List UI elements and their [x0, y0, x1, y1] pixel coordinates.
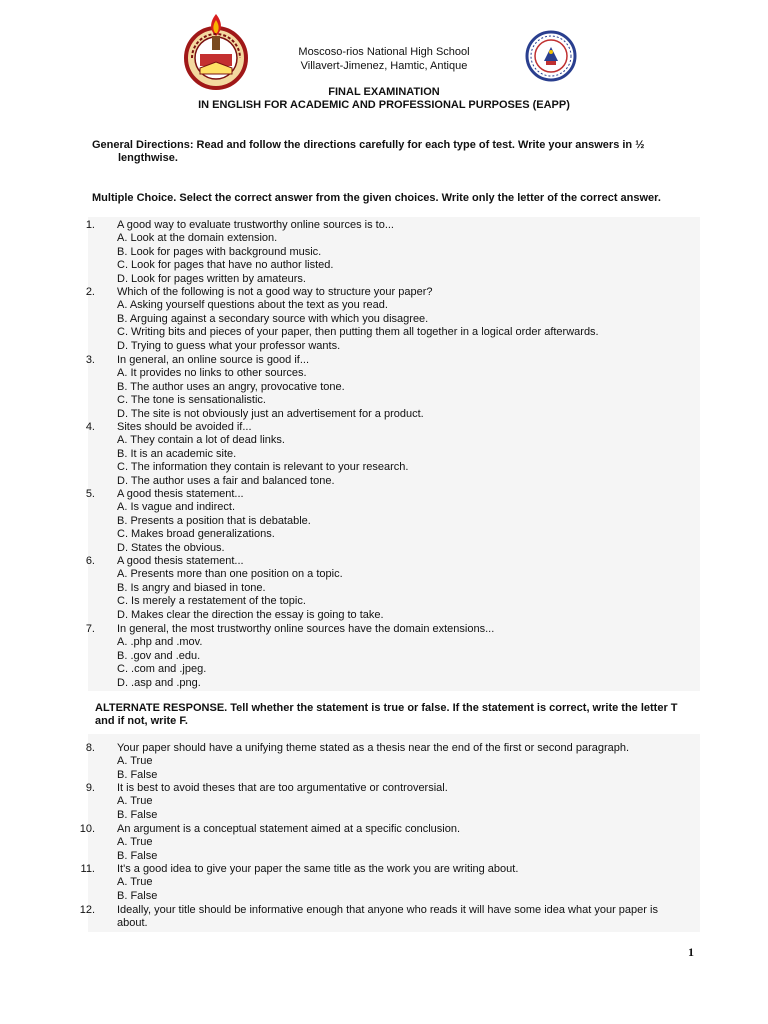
option-true: A. True	[117, 755, 153, 768]
option-a: A. .php and .mov.	[117, 636, 203, 649]
question-text: Sites should be avoided if...	[117, 421, 252, 433]
option-false: B. False	[117, 768, 158, 781]
question-text: A good thesis statement...	[117, 488, 244, 500]
option-a: A. They contain a lot of dead links.	[117, 434, 285, 447]
question-text: Your paper should have a unifying theme stated as a thesis near the end of the first or second paragraph.	[117, 742, 630, 754]
question-text: It's a good idea to give your paper the same title as the work you are writing about.	[117, 863, 519, 875]
option-a: A. Presents more than one position on a topic.	[117, 568, 343, 581]
general-directions-line2: lengthwise.	[118, 152, 178, 164]
question-number: 11.	[80, 863, 95, 875]
question-number: 9.	[85, 782, 95, 794]
question-text: A good thesis statement...	[117, 555, 244, 567]
option-a: A. It provides no links to other sources.	[117, 367, 307, 380]
option-c: C. The information they contain is relevant to your research.	[117, 461, 409, 474]
question-number: 10.	[79, 823, 95, 835]
option-true: A. True	[117, 795, 153, 808]
option-b: B. It is an academic site.	[117, 447, 237, 460]
option-a: A. Look at the domain extension.	[117, 232, 278, 245]
option-d: D. The site is not obviously just an advertisement for a product.	[117, 407, 424, 420]
question-number: 2.	[85, 286, 95, 298]
alternate-response-instruction-line1: ALTERNATE RESPONSE. Tell whether the statement is true or false. If the statement is correct, write the letter T	[95, 702, 678, 714]
option-a: A. Is vague and indirect.	[117, 501, 236, 514]
question-number: 6.	[85, 555, 95, 567]
question-number: 8.	[85, 742, 95, 754]
question-text: A good way to evaluate trustworthy online sources is to...	[117, 219, 394, 231]
school-name: Moscoso-rios National High School	[298, 46, 470, 58]
option-b: B. Arguing against a secondary source with which you disagree.	[117, 312, 429, 325]
question-number: 5.	[85, 488, 95, 500]
question-number: 7.	[85, 623, 95, 635]
option-d: D. .asp and .png.	[117, 676, 201, 689]
option-d: D. States the obvious.	[117, 541, 225, 554]
option-c: C. The tone is sensationalistic.	[117, 394, 266, 407]
question-text: Which of the following is not a good way to structure your paper?	[117, 286, 433, 298]
option-b: B. Presents a position that is debatable.	[117, 514, 311, 527]
page-number: 1	[688, 945, 694, 959]
option-b: B. The author uses an angry, provocative tone.	[117, 380, 345, 393]
question-text: In general, the most trustworthy online sources have the domain extensions...	[117, 623, 495, 635]
option-b: B. Is angry and biased in tone.	[117, 581, 266, 594]
option-true: A. True	[117, 876, 153, 889]
general-directions-line1: General Directions: Read and follow the directions carefully for each type of test. Write your answers in ½	[92, 139, 645, 151]
multiple-choice-instruction: Multiple Choice. Select the correct answer from the given choices. Write only the letter of the correct answer.	[92, 192, 661, 204]
option-true: A. True	[117, 836, 153, 849]
school-address: Villavert-Jimenez, Hamtic, Antique	[300, 60, 468, 72]
option-c: C. Is merely a restatement of the topic.	[117, 595, 306, 608]
question-text-continuation: about.	[117, 917, 148, 930]
option-b: B. Look for pages with background music.	[117, 245, 322, 258]
option-d: D. Look for pages written by amateurs.	[117, 272, 306, 285]
option-false: B. False	[117, 808, 158, 821]
question-number: 4.	[85, 421, 95, 433]
option-c: C. .com and .jpeg.	[117, 663, 207, 676]
option-false: B. False	[117, 889, 158, 902]
alternate-response-instruction	[95, 702, 700, 728]
alternate-response-instruction-line2: and if not, write F.	[95, 715, 188, 727]
question-text: In general, an online source is good if...	[117, 354, 310, 366]
option-c: C. Writing bits and pieces of your paper, then putting them all together in a logical order afterwards.	[117, 326, 599, 339]
option-d: D. The author uses a fair and balanced tone.	[117, 474, 335, 487]
option-b: B. .gov and .edu.	[117, 649, 201, 662]
option-a: A. Asking yourself questions about the text as you read.	[117, 299, 388, 312]
question-text: It is best to avoid theses that are too argumentative or controversial.	[117, 782, 448, 794]
question-text: Ideally, your title should be informative enough that anyone who reads it will have some idea what your paper is	[117, 904, 658, 916]
option-c: C. Look for pages that have no author listed.	[117, 259, 334, 272]
general-directions	[92, 139, 677, 165]
exam-title: FINAL EXAMINATION	[328, 86, 440, 98]
question-number: 12.	[79, 904, 95, 916]
question-number: 3.	[85, 354, 95, 366]
question-text: An argument is a conceptual statement aimed at a specific conclusion.	[117, 823, 461, 835]
option-d: D. Makes clear the direction the essay is going to take.	[117, 608, 384, 621]
option-d: D. Trying to guess what your professor wants.	[117, 339, 341, 352]
option-c: C. Makes broad generalizations.	[117, 528, 275, 541]
exam-subject: IN ENGLISH FOR ACADEMIC AND PROFESSIONAL PURPOSES (EAPP)	[198, 99, 570, 111]
option-false: B. False	[117, 849, 158, 862]
question-number: 1.	[85, 219, 95, 231]
